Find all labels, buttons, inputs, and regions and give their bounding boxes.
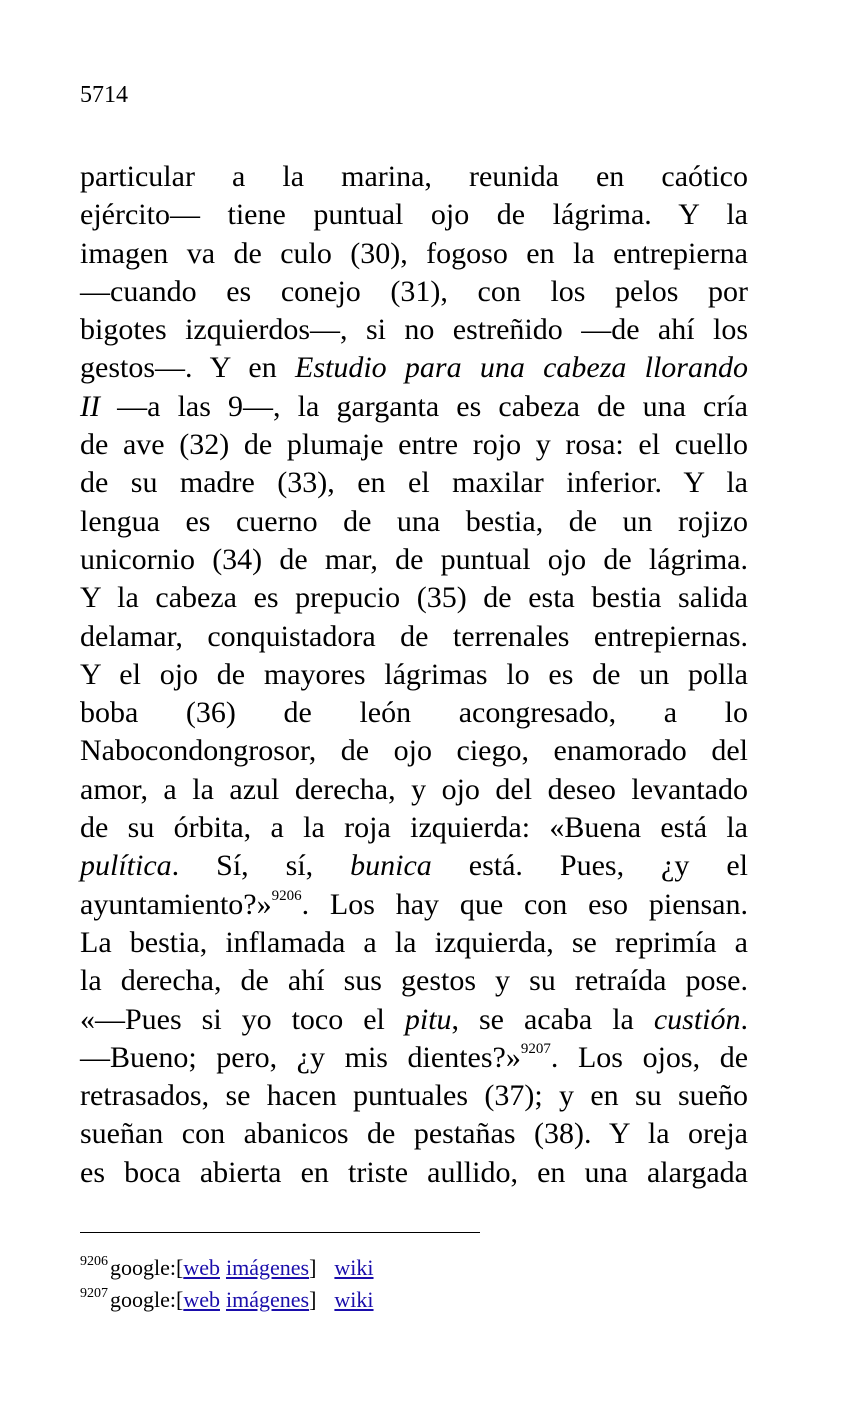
footnote-number: 9206 <box>80 1254 108 1269</box>
footnote-separator <box>80 1232 480 1233</box>
text-line: pulítica. Sí, sí, bunica está. Pues, ¿y el <box>80 849 749 883</box>
text-line: II —a las 9—, la garganta es cabeza de una cría <box>80 389 748 423</box>
text-line: es boca abierta en triste aullido, en una alargada <box>80 1155 748 1189</box>
text-line: La bestia, inflamada a la izquierda, se reprimía a <box>80 925 748 959</box>
web-link[interactable]: web <box>183 1287 220 1312</box>
text-line: la derecha, de ahí sus gestos y su retraída pose. <box>80 964 748 998</box>
text-line: de ave (32) de plumaje entre rojo y rosa: el cuello <box>80 428 748 462</box>
text-line: Y el ojo de mayores lágrimas lo es de un polla <box>80 657 748 691</box>
text-line: de su madre (33), en el maxilar inferior. Y la <box>80 466 748 500</box>
web-link[interactable]: web <box>183 1255 220 1280</box>
body-text <box>80 158 748 1192</box>
text-line: ejército— tiene puntual ojo de lágrima. Y la <box>80 198 748 232</box>
images-link[interactable]: imágenes <box>225 1255 310 1280</box>
footnote-9207: $^{9207}$google:[web imágenes] wiki <box>80 1286 374 1312</box>
page-number: 5714 <box>80 82 128 108</box>
artwork-title-cont: II <box>80 389 100 423</box>
text-line: bigotes izquierdos—, si no estreñido —de ahí los <box>80 313 748 347</box>
images-link[interactable]: imágenes <box>225 1287 310 1312</box>
footnote-number: 9207 <box>80 1286 108 1301</box>
text-line: Y la cabeza es prepucio (35) de esta bestia salida <box>80 581 748 615</box>
text-line: «—Pues si yo toco el pitu, se acaba la custión. <box>80 1002 748 1036</box>
text-line: imagen va de culo (30), fogoso en la entrepierna <box>80 236 748 270</box>
text-line: sueñan con abanicos de pestañas (38). Y la oreja <box>80 1117 748 1151</box>
text-line: boba (36) de león acongresado, a lo <box>80 696 748 730</box>
wiki-link[interactable]: wiki <box>334 1255 374 1280</box>
text-line: retrasados, se hacen puntuales (37); y en su sueño <box>80 1079 748 1113</box>
footnotes <box>80 1252 374 1316</box>
text-line: —Bueno; pero, ¿y mis dientes?»$^{9207}$. Los ojos, de <box>80 1040 749 1074</box>
footnote-9206: $^{9206}$google:[web imágenes] wiki <box>80 1254 374 1280</box>
text-line: particular a la marina, reunida en caótico <box>80 160 748 193</box>
text-line: de su órbita, a la roja izquierda: «Buena está la <box>80 811 748 845</box>
footnote-ref-9206[interactable]: 9206 <box>271 887 302 904</box>
artwork-title: Estudio para una cabeza llorando <box>295 351 748 385</box>
text-line: delamar, conquistadora de terrenales entrepiernas. <box>80 619 748 653</box>
text-line: unicornio (34) de mar, de puntual ojo de lágrima. <box>80 542 748 576</box>
wiki-link[interactable]: wiki <box>334 1287 374 1312</box>
text-line: amor, a la azul derecha, y ojo del deseo levantado <box>80 772 748 806</box>
text-line: —cuando es conejo (31), con los pelos por <box>80 274 748 308</box>
text-line: ayuntamiento?»$^{9206}$. Los hay que con eso piensan. <box>80 887 748 921</box>
text-line: lengua es cuerno de una bestia, de un rojizo <box>80 504 748 538</box>
footnote-ref-9207[interactable]: 9207 <box>520 1040 551 1057</box>
text-line: Nabocondongrosor, de ojo ciego, enamorado del <box>80 734 748 768</box>
text-line: gestos—. Y en Estudio para una cabeza llorando <box>80 351 748 385</box>
